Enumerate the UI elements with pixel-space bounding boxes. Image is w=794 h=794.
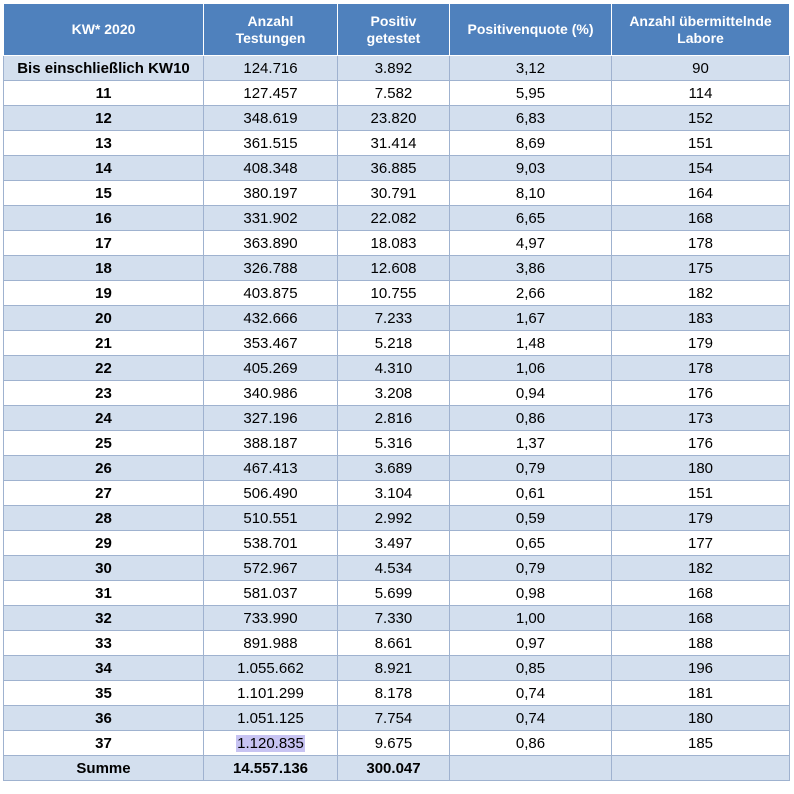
cell-tests: 432.666 (204, 306, 338, 331)
cell-tests: 1.051.125 (204, 706, 338, 731)
total-tests: 14.557.136 (204, 756, 338, 781)
cell-labs: 176 (612, 431, 790, 456)
cell-tests: 348.619 (204, 106, 338, 131)
cell-positive: 2.816 (338, 406, 450, 431)
cell-quote: 0,59 (450, 506, 612, 531)
header-kw: KW* 2020 (4, 4, 204, 56)
cell-tests: 506.490 (204, 481, 338, 506)
cell-kw: 31 (4, 581, 204, 606)
table-row (4, 581, 790, 606)
table-header (4, 4, 790, 56)
total-labs (612, 756, 790, 781)
header-positive: Positiv getestet (338, 4, 450, 56)
cell-tests: 538.701 (204, 531, 338, 556)
cell-labs: 179 (612, 331, 790, 356)
table-row (4, 556, 790, 581)
cell-positive: 2.992 (338, 506, 450, 531)
cell-labs: 168 (612, 581, 790, 606)
cell-kw: 15 (4, 181, 204, 206)
cell-positive: 5.699 (338, 581, 450, 606)
cell-quote: 5,95 (450, 81, 612, 106)
cell-kw: 19 (4, 281, 204, 306)
cell-kw: 27 (4, 481, 204, 506)
cell-tests: 405.269 (204, 356, 338, 381)
cell-quote: 6,83 (450, 106, 612, 131)
cell-tests: 581.037 (204, 581, 338, 606)
cell-positive: 18.083 (338, 231, 450, 256)
cell-positive: 12.608 (338, 256, 450, 281)
cell-tests (204, 731, 338, 756)
table-row (4, 131, 790, 156)
cell-positive: 8.921 (338, 656, 450, 681)
cell-tests: 1.101.299 (204, 681, 338, 706)
cell-positive: 3.208 (338, 381, 450, 406)
header-quote: Positivenquote (%) (450, 4, 612, 56)
cell-tests: 340.986 (204, 381, 338, 406)
cell-positive: 3.497 (338, 531, 450, 556)
header-row (4, 4, 790, 56)
cell-positive: 9.675 (338, 731, 450, 756)
cell-quote: 8,10 (450, 181, 612, 206)
cell-labs: 183 (612, 306, 790, 331)
cell-tests: 1.055.662 (204, 656, 338, 681)
cell-positive: 10.755 (338, 281, 450, 306)
cell-quote: 1,48 (450, 331, 612, 356)
cell-kw: 18 (4, 256, 204, 281)
cell-quote: 8,69 (450, 131, 612, 156)
total-quote (450, 756, 612, 781)
cell-positive: 7.754 (338, 706, 450, 731)
table-row (4, 206, 790, 231)
cell-kw: 26 (4, 456, 204, 481)
cell-positive: 36.885 (338, 156, 450, 181)
cell-labs: 114 (612, 81, 790, 106)
cell-tests: 408.348 (204, 156, 338, 181)
cell-tests: 510.551 (204, 506, 338, 531)
table-row (4, 256, 790, 281)
cell-labs: 152 (612, 106, 790, 131)
cell-tests: 572.967 (204, 556, 338, 581)
cell-positive: 3.104 (338, 481, 450, 506)
cell-quote: 2,66 (450, 281, 612, 306)
cell-tests: 467.413 (204, 456, 338, 481)
table-row (4, 431, 790, 456)
table-row (4, 331, 790, 356)
table-row (4, 406, 790, 431)
table-body (4, 56, 790, 756)
cell-positive: 4.534 (338, 556, 450, 581)
cell-quote: 0,97 (450, 631, 612, 656)
cell-kw: 36 (4, 706, 204, 731)
table-row (4, 481, 790, 506)
cell-quote: 0,86 (450, 731, 612, 756)
cell-labs: 164 (612, 181, 790, 206)
header-labs: Anzahl übermittelnde Labore (612, 4, 790, 56)
cell-labs: 180 (612, 456, 790, 481)
cell-labs: 182 (612, 556, 790, 581)
cell-tests: 363.890 (204, 231, 338, 256)
cell-quote: 0,98 (450, 581, 612, 606)
cell-positive: 8.178 (338, 681, 450, 706)
cell-kw: 12 (4, 106, 204, 131)
cell-positive: 3.689 (338, 456, 450, 481)
cell-quote: 0,79 (450, 556, 612, 581)
cell-kw: 30 (4, 556, 204, 581)
cell-quote: 3,86 (450, 256, 612, 281)
cell-labs: 180 (612, 706, 790, 731)
table-row (4, 306, 790, 331)
cell-kw: 17 (4, 231, 204, 256)
table-row (4, 381, 790, 406)
cell-tests: 361.515 (204, 131, 338, 156)
cell-tests: 353.467 (204, 331, 338, 356)
cell-labs: 90 (612, 56, 790, 81)
cell-quote: 0,94 (450, 381, 612, 406)
cell-kw: 25 (4, 431, 204, 456)
cell-quote: 4,97 (450, 231, 612, 256)
cell-quote: 1,00 (450, 606, 612, 631)
table-row (4, 506, 790, 531)
cell-kw: 14 (4, 156, 204, 181)
table-row (4, 231, 790, 256)
cell-labs: 175 (612, 256, 790, 281)
cell-quote: 9,03 (450, 156, 612, 181)
cell-kw: Bis einschließlich KW10 (4, 56, 204, 81)
table-row (4, 181, 790, 206)
cell-kw: 33 (4, 631, 204, 656)
cell-labs: 151 (612, 481, 790, 506)
cell-positive: 23.820 (338, 106, 450, 131)
cell-tests: 327.196 (204, 406, 338, 431)
cell-kw: 37 (4, 731, 204, 756)
cell-quote: 1,37 (450, 431, 612, 456)
total-row (4, 756, 790, 781)
total-label: Summe (4, 756, 204, 781)
table-row (4, 281, 790, 306)
cell-quote: 1,67 (450, 306, 612, 331)
cell-positive: 7.582 (338, 81, 450, 106)
cell-quote: 1,06 (450, 356, 612, 381)
cell-quote: 3,12 (450, 56, 612, 81)
cell-tests: 733.990 (204, 606, 338, 631)
cell-positive: 5.218 (338, 331, 450, 356)
cell-labs: 188 (612, 631, 790, 656)
cell-quote: 0,85 (450, 656, 612, 681)
table-row (4, 106, 790, 131)
table-row (4, 681, 790, 706)
cell-labs: 168 (612, 206, 790, 231)
cell-labs: 173 (612, 406, 790, 431)
table-row (4, 531, 790, 556)
cell-labs: 178 (612, 356, 790, 381)
cell-labs: 154 (612, 156, 790, 181)
cell-tests: 331.902 (204, 206, 338, 231)
cell-positive: 7.330 (338, 606, 450, 631)
table-row (4, 731, 790, 756)
cell-kw: 29 (4, 531, 204, 556)
cell-labs: 182 (612, 281, 790, 306)
cell-kw: 35 (4, 681, 204, 706)
cell-positive: 22.082 (338, 206, 450, 231)
cell-positive: 30.791 (338, 181, 450, 206)
cell-kw: 22 (4, 356, 204, 381)
cell-labs: 168 (612, 606, 790, 631)
cell-labs: 185 (612, 731, 790, 756)
selected-text: 1.120.835 (237, 734, 304, 752)
cell-labs: 178 (612, 231, 790, 256)
header-tests: Anzahl Testungen (204, 4, 338, 56)
cell-kw: 11 (4, 81, 204, 106)
cell-positive: 8.661 (338, 631, 450, 656)
cell-kw: 24 (4, 406, 204, 431)
cell-quote: 0,61 (450, 481, 612, 506)
cell-kw: 16 (4, 206, 204, 231)
table-row (4, 356, 790, 381)
cell-positive: 5.316 (338, 431, 450, 456)
cell-kw: 21 (4, 331, 204, 356)
cell-labs: 196 (612, 656, 790, 681)
cell-quote: 0,65 (450, 531, 612, 556)
cell-quote: 6,65 (450, 206, 612, 231)
table-row (4, 606, 790, 631)
cell-kw: 20 (4, 306, 204, 331)
cell-kw: 28 (4, 506, 204, 531)
cell-labs: 151 (612, 131, 790, 156)
table-row (4, 631, 790, 656)
cell-quote: 0,79 (450, 456, 612, 481)
cell-positive: 7.233 (338, 306, 450, 331)
cell-tests: 127.457 (204, 81, 338, 106)
cell-kw: 13 (4, 131, 204, 156)
cell-tests: 388.187 (204, 431, 338, 456)
cell-quote: 0,74 (450, 681, 612, 706)
cell-positive: 3.892 (338, 56, 450, 81)
cell-kw: 23 (4, 381, 204, 406)
table-row (4, 56, 790, 81)
cell-labs: 177 (612, 531, 790, 556)
cell-kw: 32 (4, 606, 204, 631)
cell-tests: 380.197 (204, 181, 338, 206)
cell-positive: 4.310 (338, 356, 450, 381)
testing-table-container (3, 3, 789, 781)
table-row (4, 706, 790, 731)
table-row (4, 81, 790, 106)
cell-tests: 124.716 (204, 56, 338, 81)
table-row (4, 156, 790, 181)
table-footer (4, 756, 790, 781)
cell-kw: 34 (4, 656, 204, 681)
cell-tests: 891.988 (204, 631, 338, 656)
cell-labs: 181 (612, 681, 790, 706)
table-row (4, 456, 790, 481)
cell-positive: 31.414 (338, 131, 450, 156)
cell-quote: 0,86 (450, 406, 612, 431)
cell-tests: 403.875 (204, 281, 338, 306)
total-positive: 300.047 (338, 756, 450, 781)
cell-quote: 0,74 (450, 706, 612, 731)
cell-tests: 326.788 (204, 256, 338, 281)
cell-labs: 179 (612, 506, 790, 531)
table-row (4, 656, 790, 681)
testing-table (3, 3, 790, 781)
cell-labs: 176 (612, 381, 790, 406)
